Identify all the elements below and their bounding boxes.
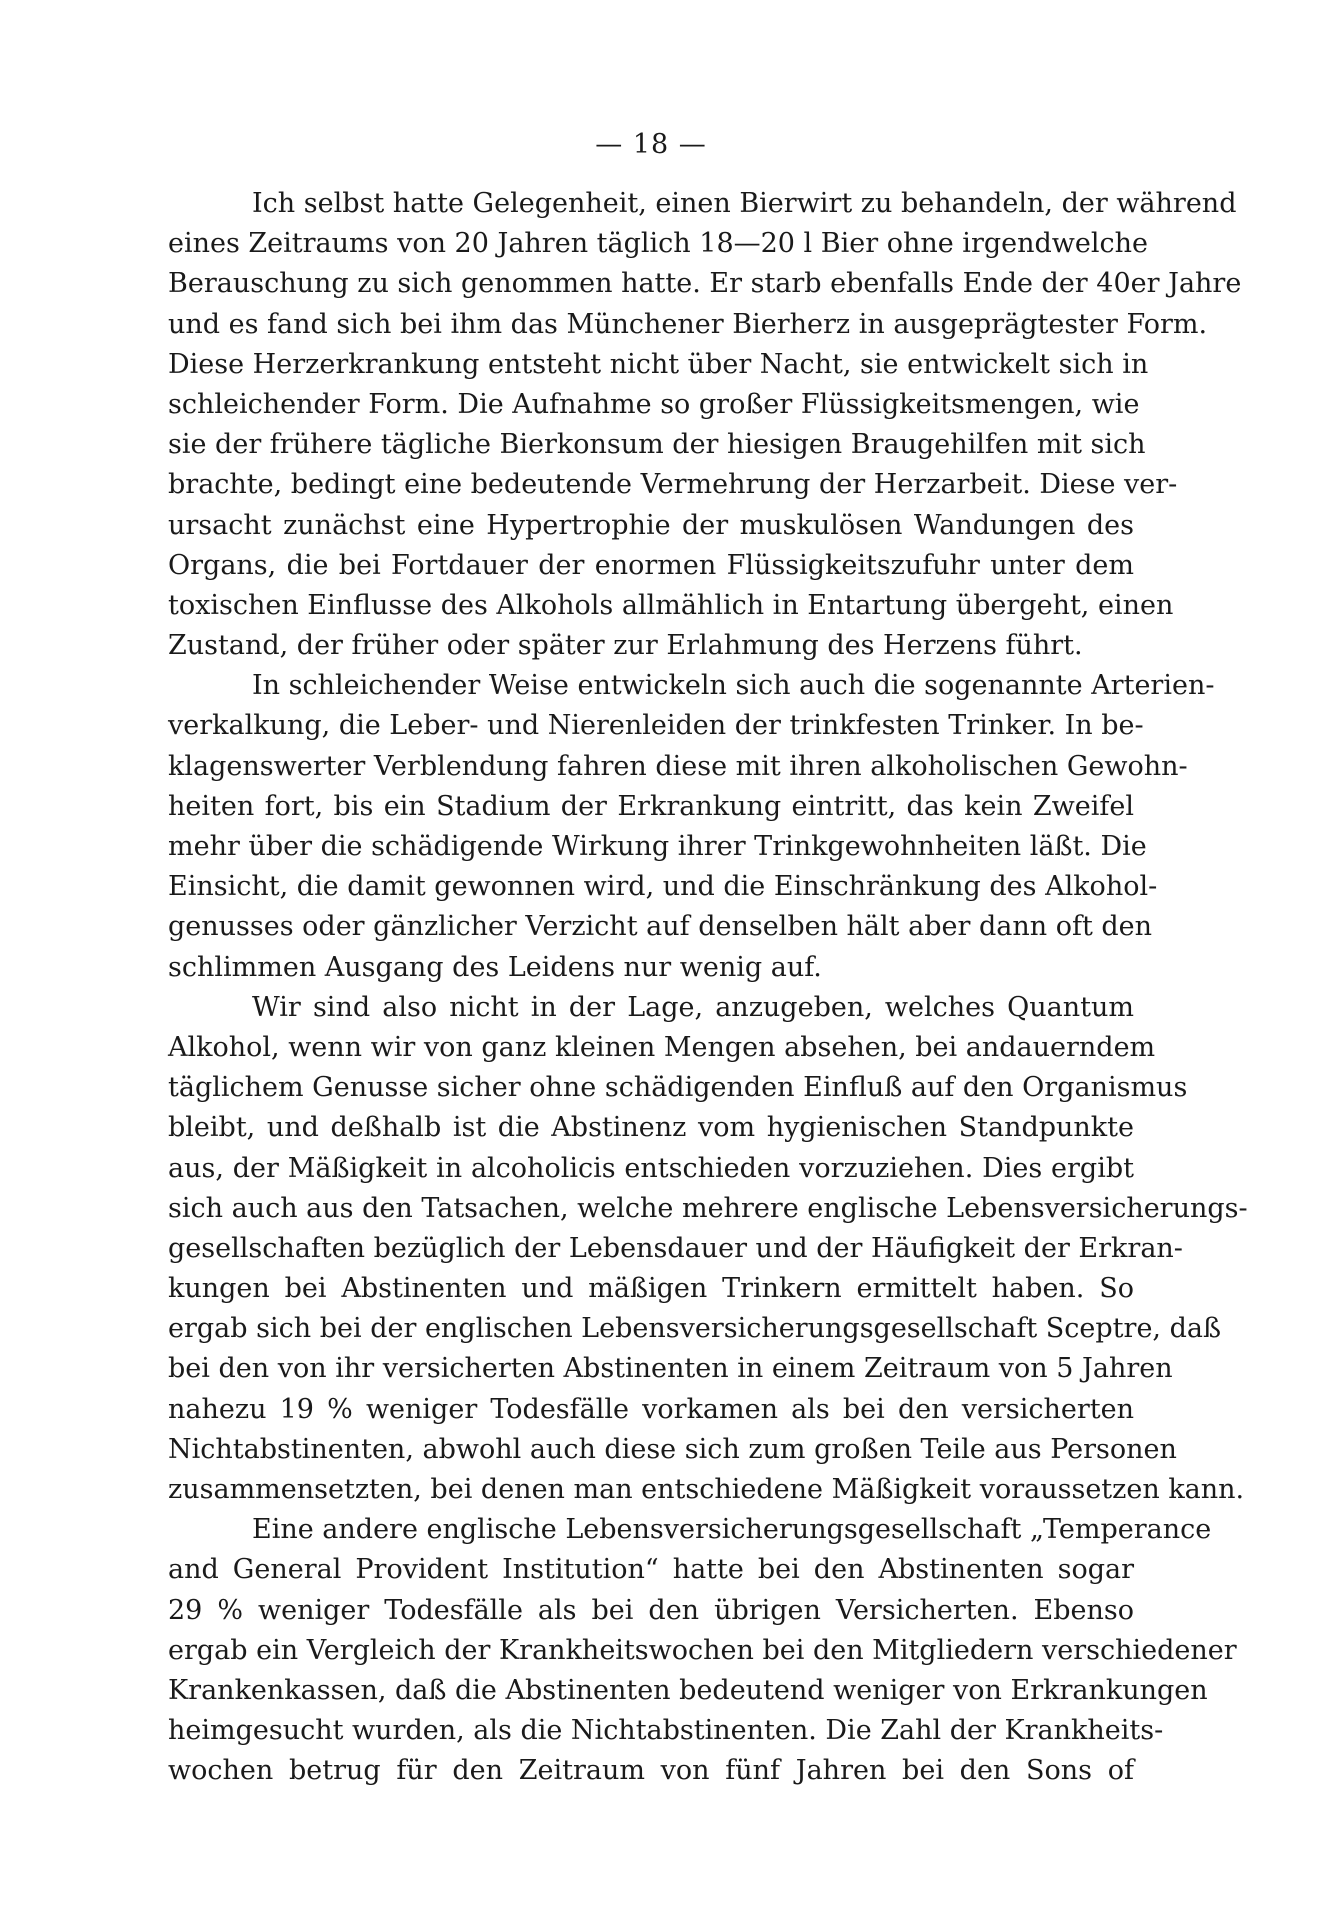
paragraph-4 — [168, 1510, 1237, 1791]
text-line: aus, der Mäßigkeit in alcoholicis entschieden vorzuziehen. Dies ergibt — [168, 1152, 1134, 1184]
text-line: sie der frühere tägliche Bierkonsum der hiesigen Braugehilfen mit sich — [168, 429, 1146, 461]
text-line: gesellschaften bezüglich der Lebensdauer und der Häufigkeit der Erkran- — [168, 1232, 1183, 1264]
text-line: Berauschung zu sich genommen hatte. Er starb ebenfalls Ende der 40er Jahre — [168, 268, 1242, 300]
text-line: wochen betrug für den Zeitraum von fünf Jahren bei den Sons of — [168, 1755, 1134, 1787]
text-line: täglichem Genusse sicher ohne schädigenden Einfluß auf den Organismus — [168, 1072, 1188, 1104]
text-line: bei den von ihr versicherten Abstinenten in einem Zeitraum von 5 Jahren — [168, 1353, 1173, 1385]
text-line: Wir sind also nicht in der Lage, anzugeben, welches Quantum — [252, 991, 1134, 1023]
text-line: ergab ein Vergleich der Krankheitswochen bei den Mitgliedern verschiedener — [168, 1634, 1237, 1666]
text-line: and General Provident Institution“ hatte bei den Abstinenten sogar — [168, 1554, 1134, 1586]
text-line: heimgesucht wurden, als die Nichtabstinenten. Die Zahl der Krankheits- — [168, 1715, 1164, 1747]
paragraph-3 — [168, 988, 1248, 1510]
text-line: Alkohol, wenn wir von ganz kleinen Mengen absehen, bei andauerndem — [168, 1031, 1156, 1063]
text-line: eines Zeitraums von 20 Jahren täglich 18—20 l Bier ohne irgendwelche — [168, 228, 1149, 260]
text-line: 29 % weniger Todesfälle als bei den übrigen Versicherten. Ebenso — [168, 1594, 1134, 1626]
text-line: mehr über die schädigende Wirkung ihrer Trinkgewohnheiten läßt. Die — [168, 831, 1147, 862]
text-line: ursacht zunächst eine Hypertrophie der muskulösen Wandungen des — [168, 509, 1134, 541]
text-line: nahezu 19 % weniger Todesfälle vorkamen als bei den versicherten — [168, 1393, 1134, 1425]
text-line: klagenswerter Verblendung fahren diese mit ihren alkoholischen Gewohn- — [168, 750, 1188, 782]
text-line: schlimmen Ausgang des Leidens nur wenig auf. — [168, 951, 822, 983]
text-line: Krankenkassen, daß die Abstinenten bedeutend weniger von Erkrankungen — [168, 1674, 1208, 1706]
paragraph-1 — [168, 184, 1242, 666]
text-line: ergab sich bei der englischen Lebensversicherungsgesellschaft Sceptre, daß — [168, 1313, 1221, 1345]
text-line: kungen bei Abstinenten und mäßigen Trinkern ermittelt haben. So — [168, 1273, 1134, 1305]
text-line: brachte, bedingt eine bedeutende Vermehrung der Herzarbeit. Diese ver- — [168, 469, 1178, 501]
text-line: Eine andere englische Lebensversicherungsgesellschaft „Temperance — [252, 1514, 1212, 1546]
text-line: schleichender Form. Die Aufnahme so großer Flüssigkeitsmengen, wie — [168, 388, 1140, 420]
book-page — [168, 128, 1248, 1828]
text-line: Organs, die bei Fortdauer der enormen Flüssigkeitszufuhr unter dem — [168, 549, 1134, 581]
text-line: Einsicht, die damit gewonnen wird, und die Einschränkung des Alkohol- — [168, 871, 1158, 903]
text-line: heiten fort, bis ein Stadium der Erkrankung eintritt, das kein Zweifel — [168, 790, 1134, 822]
text-line: In schleichender Weise entwickeln sich auch die sogenannte Arterien- — [252, 670, 1215, 702]
paragraph-2 — [168, 666, 1215, 988]
page-number: — 18 — — [595, 129, 707, 160]
text-line: genusses oder gänzlicher Verzicht auf denselben hält aber dann oft den — [168, 911, 1153, 943]
text-line: bleibt, und deßhalb ist die Abstinenz vom hygienischen Standpunkte — [168, 1112, 1134, 1144]
text-line: Ich selbst hatte Gelegenheit, einen Bierwirt zu behandeln, der während — [252, 188, 1237, 219]
text-line: toxischen Einflusse des Alkohols allmählich in Entartung übergeht, einen — [168, 589, 1174, 621]
text-line: Nichtabstinenten, abwohl auch diese sich zum großen Teile aus Personen — [168, 1433, 1177, 1465]
text-line: und es fand sich bei ihm das Münchener Bierherz in ausgeprägtester Form. — [168, 308, 1208, 340]
text-line: sich auch aus den Tatsachen, welche mehrere englische Lebensversicherungs- — [168, 1192, 1248, 1224]
text-line: Diese Herzerkrankung entsteht nicht über Nacht, sie entwickelt sich in — [168, 348, 1149, 380]
text-line: zusammensetzten, bei denen man entschiedene Mäßigkeit voraussetzen kann. — [168, 1474, 1245, 1505]
text-line: Zustand, der früher oder später zur Erlahmung des Herzens führt. — [168, 630, 1083, 662]
text-line: verkalkung, die Leber- und Nierenleiden der trinkfesten Trinker. In be- — [168, 710, 1144, 742]
